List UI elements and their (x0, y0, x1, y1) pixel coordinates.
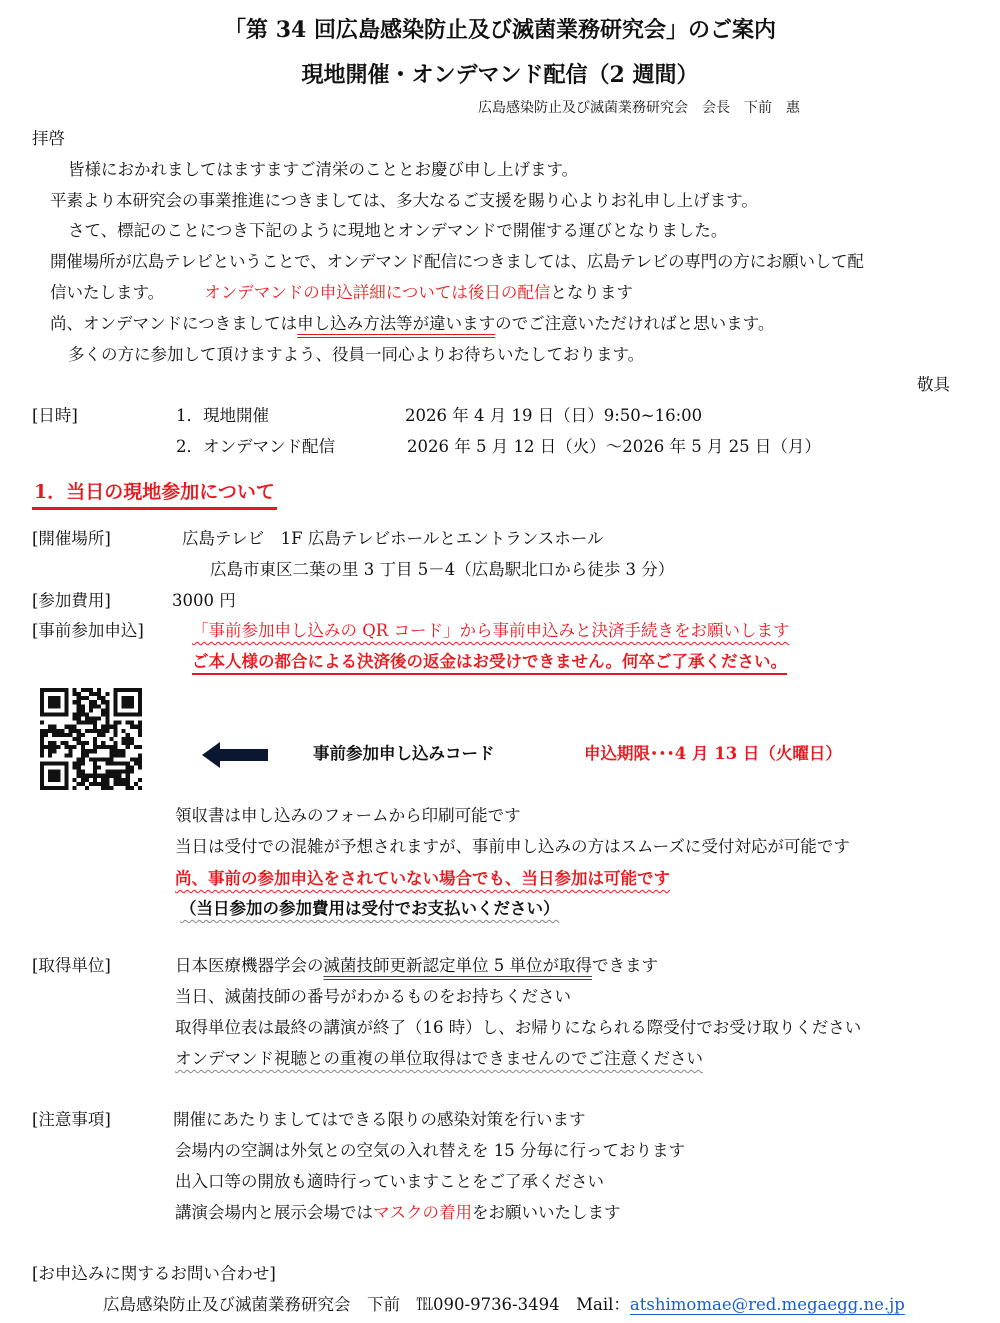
emphasis: 滅菌技師更新認定単位 5 単位が取得 (323, 956, 592, 975)
notes-line: 会場内の空調は外気との空気の入れ替えを 15 分毎に行っております (175, 1141, 685, 1160)
section-heading: 1．当日の現地参加について (32, 480, 277, 510)
mask-emphasis: マスクの着用 (373, 1203, 472, 1222)
address: 広島市東区二葉の里 3 丁目 5－4（広島駅北口から徒歩 3 分） (210, 560, 675, 579)
notes-line (175, 1201, 621, 1225)
schedule-item-name: 1．現地開催 (176, 406, 269, 425)
notes-line: 出入口等の開放も適時行っていますことをご了承ください (175, 1172, 604, 1191)
qr-modules (40, 688, 142, 790)
page-subtitle: 現地開催・オンデマンド配信（2 週間） (301, 62, 699, 88)
deadline: 申込期限･･･4 月 13 日（火曜日） (584, 744, 842, 763)
text: 信いたします。 (50, 283, 165, 302)
text: 日本医療機器学会の (175, 956, 324, 975)
text: となります (550, 283, 633, 302)
greeting-opening: 拝啓 (32, 129, 65, 148)
contact-org: 広島感染防止及び滅菌業務研究会 下前 ℡090-9736-3494 Mail： (103, 1295, 630, 1314)
contact-line (103, 1293, 905, 1317)
page-title: 「第 34 回広島感染防止及び滅菌業務研究会」のご案内 (224, 17, 776, 43)
email-link[interactable]: atshimomae@red.megaegg.ne.jp (629, 1295, 905, 1314)
credits-line: 当日、滅菌技師の番号がわかるものをお持ちください (175, 987, 571, 1006)
fee: 3000 円 (172, 591, 236, 610)
greeting-line: さて、標記のことにつき下記のように現地とオンデマンドで開催する運びとなりました。 (68, 221, 728, 240)
ondemand-notice: オンデマンドの申込詳細については後日の配信 (204, 283, 551, 302)
schedule-label: [日時] (32, 406, 78, 425)
text: 講演会場内と展示会場では (175, 1203, 373, 1222)
notes-line: 開催にあたりましてはできる限りの感染対策を行います (173, 1110, 586, 1129)
greeting-closing: 敬具 (917, 375, 950, 394)
arrow-left-icon (202, 742, 270, 768)
refund-notice: ご本人様の都合による決済後の返金はお受けできません。何卒ご了承ください。 (192, 652, 787, 671)
qr-label: 事前参加申し込みコード (313, 744, 495, 763)
apply-instruction: 「事前参加申し込みの QR コード」から事前申込みと決済手続きをお願いします (192, 621, 790, 640)
venue: 広島テレビ 1F 広島テレビホールとエントランスホール (182, 529, 604, 548)
qr-code[interactable] (40, 688, 142, 790)
greeting-line: 平素より本研究会の事業推進につきましては、多大なるご支援を賜り心よりお礼申し上げます。 (50, 191, 758, 210)
note: 当日は受付での混雑が予想されますが、事前申し込みの方はスムーズに受付対応が可能です (175, 837, 850, 856)
note-walkin-fee: （当日参加の参加費用は受付でお支払いください） (180, 899, 560, 918)
note: 領収書は申し込みのフォームから印刷可能です (175, 806, 521, 825)
venue-label: [開催場所] (32, 529, 111, 548)
schedule-item-date: 2026 年 5 月 12 日（火）～2026 年 5 月 25 日（月） (407, 437, 821, 456)
greeting-line (50, 281, 633, 305)
notes-label: [注意事項] (32, 1110, 111, 1129)
contact-label: [お申込みに関するお問い合わせ] (32, 1264, 276, 1283)
apply-label: [事前参加申込] (32, 621, 144, 640)
credits-line: 取得単位表は最終の講演が終了（16 時）し、お帰りになられる際受付でお受け取りください (175, 1018, 862, 1037)
note-walkin: 尚、事前の参加申込をされていない場合でも、当日参加は可能です (175, 869, 670, 888)
greeting-line: 多くの方に参加して頂けますよう、役員一同心よりお待ちいたしております。 (68, 345, 645, 364)
text: をお願いいたします (472, 1203, 621, 1222)
schedule-item-date: 2026 年 4 月 19 日（日）9:50~16:00 (405, 406, 703, 425)
credits-line: オンデマンド視聴との重複の単位取得はできませんのでご注意ください (175, 1049, 703, 1068)
credits-label: [取得単位] (32, 956, 111, 975)
greeting-line: 開催場所が広島テレビということで、オンデマンド配信につきましては、広島テレビの専門の方にお願いして配 (50, 252, 864, 271)
greeting-line: 皆様におかれましてはますますご清栄のこととお慶び申し上げます。 (68, 160, 579, 179)
schedule-item-name: 2．オンデマンド配信 (176, 437, 335, 456)
text: のでご注意いただければと思います。 (495, 314, 775, 333)
text: 尚、オンデマンドにつきましては (50, 314, 298, 333)
greeting-line (50, 312, 774, 336)
text: できます (592, 956, 658, 975)
author: 広島感染防止及び滅菌業務研究会 会長 下前 惠 (478, 100, 800, 116)
credits-line (175, 954, 658, 978)
fee-label: [参加費用] (32, 591, 111, 610)
emphasis: 申し込み方法等が違います (297, 314, 496, 333)
